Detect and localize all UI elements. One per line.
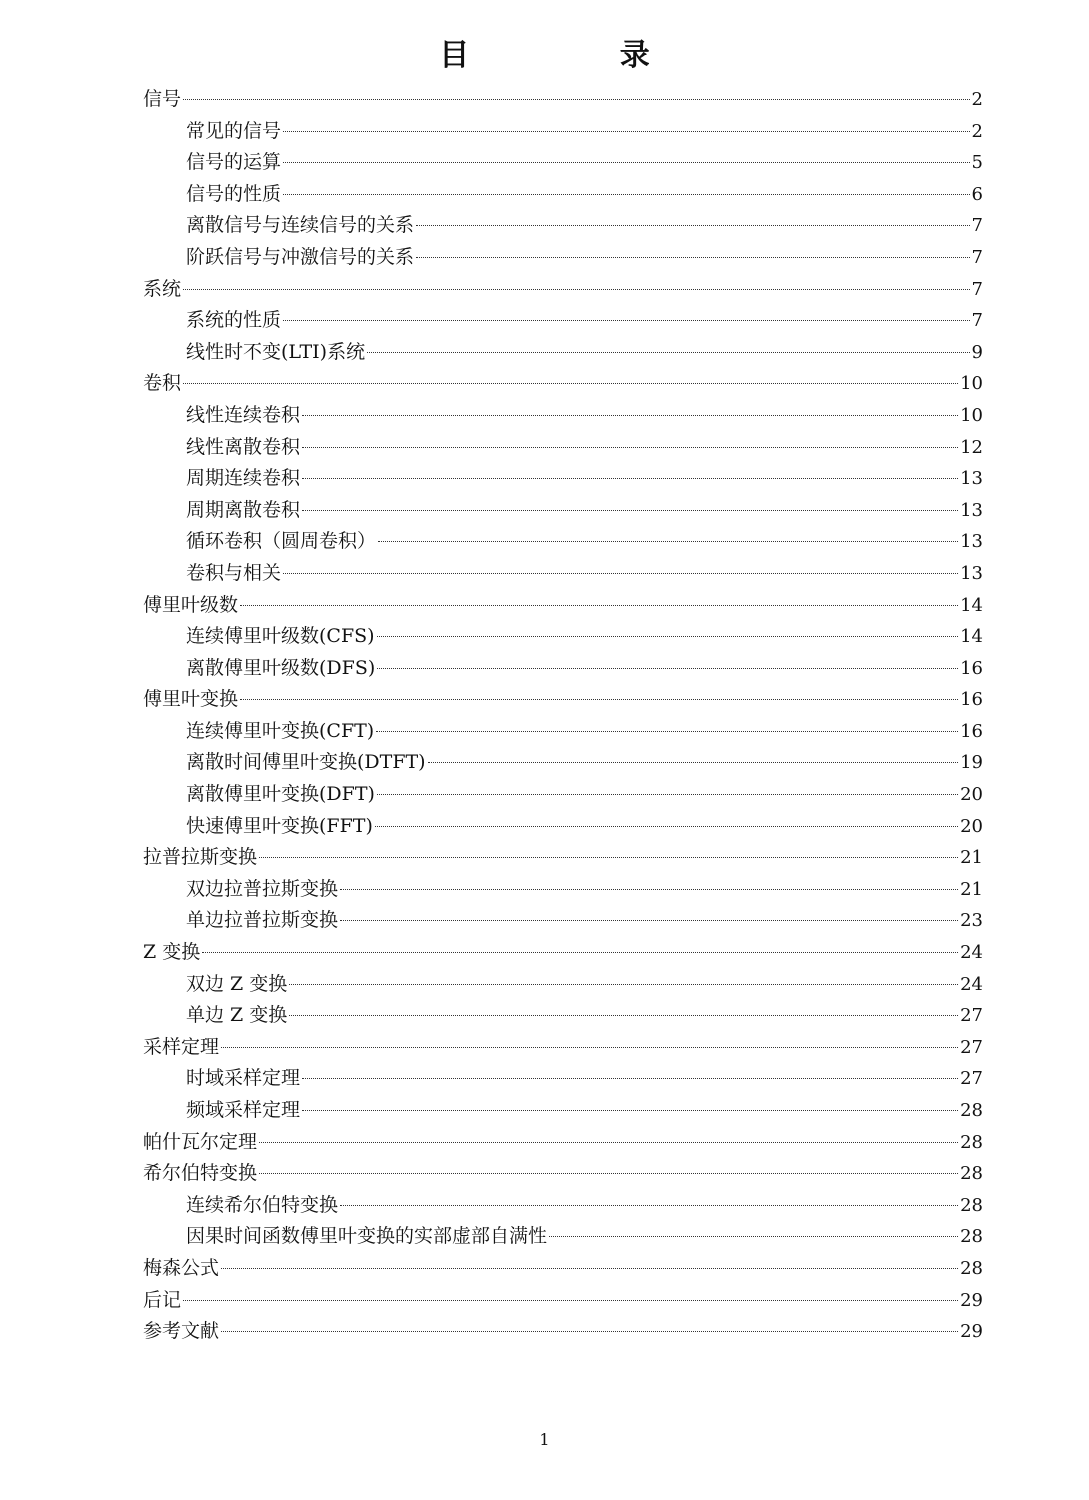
- toc-entry-page: 20: [960, 784, 983, 806]
- toc-entry[interactable]: [143, 526, 983, 558]
- toc-entry-page: 28: [960, 1194, 983, 1216]
- toc-entry-title: 因果时间函数傅里叶变换的实部虚部自满性: [186, 1225, 548, 1248]
- toc-entry-page: 28: [960, 1131, 983, 1153]
- toc-entry-title: 参考文献: [143, 1320, 220, 1343]
- page-number: 1: [539, 1430, 550, 1449]
- toc-entry[interactable]: [143, 116, 983, 148]
- toc-entry-title: Z 变换: [143, 941, 201, 964]
- dot-leader: [302, 415, 958, 416]
- toc-entry-title: 连续希尔伯特变换: [186, 1193, 339, 1216]
- toc-entry-page: 16: [960, 720, 983, 742]
- toc-entry-title: 后记: [143, 1288, 182, 1311]
- dot-leader: [302, 1110, 958, 1111]
- toc-entry[interactable]: [143, 1032, 983, 1064]
- dot-leader: [549, 1236, 958, 1237]
- dot-leader: [416, 225, 970, 226]
- toc-entry-title: 采样定理: [143, 1035, 220, 1058]
- toc-entry[interactable]: [143, 684, 983, 716]
- toc-entry-page: 7: [971, 215, 983, 237]
- toc-entry[interactable]: [143, 179, 983, 211]
- toc-entry-title: 循环卷积（圆周卷积）: [186, 530, 377, 553]
- toc-entry[interactable]: [143, 811, 983, 843]
- dot-leader: [259, 1142, 958, 1143]
- dot-leader: [416, 257, 970, 258]
- dot-leader: [183, 99, 970, 100]
- toc-entry-page: 28: [960, 1226, 983, 1248]
- toc-entry-title: 系统: [143, 277, 182, 300]
- toc-entry-page: 10: [960, 373, 983, 395]
- toc-entry-page: 2: [971, 89, 983, 110]
- toc-entry-title: 线性时不变(LTI)系统: [186, 340, 366, 363]
- toc-entry-page: 12: [960, 436, 983, 458]
- toc-entry-page: 13: [960, 562, 983, 584]
- dot-leader: [183, 289, 970, 290]
- toc-entry-title: 信号的性质: [186, 182, 282, 205]
- toc-entry-page: 21: [960, 847, 983, 869]
- dot-leader: [377, 668, 958, 669]
- toc-entry[interactable]: [143, 1158, 983, 1190]
- toc-entry-page: 19: [960, 752, 983, 774]
- toc-entry-title: 连续傅里叶级数(CFS): [186, 625, 375, 648]
- toc-entry-title: 离散傅里叶变换(DFT): [186, 783, 375, 806]
- toc-entry-page: 6: [971, 183, 983, 205]
- dot-leader: [283, 320, 970, 321]
- toc-entry-page: 16: [960, 657, 983, 679]
- dot-leader: [259, 1173, 958, 1174]
- toc-entry-page: 13: [960, 499, 983, 521]
- toc-entry[interactable]: [143, 716, 983, 748]
- toc-entry[interactable]: [143, 210, 983, 242]
- toc-entry-title: 周期离散卷积: [186, 498, 301, 521]
- dot-leader: [202, 952, 958, 953]
- toc-entry[interactable]: [143, 937, 983, 969]
- toc-entry-title: 线性连续卷积: [186, 403, 301, 426]
- toc-entry-page: 28: [960, 1257, 983, 1279]
- dot-leader: [283, 131, 970, 132]
- dot-leader: [340, 920, 958, 921]
- dot-leader: [377, 794, 958, 795]
- dot-leader: [302, 510, 958, 511]
- dot-leader: [289, 984, 958, 985]
- dot-leader: [428, 762, 959, 763]
- dot-leader: [283, 573, 958, 574]
- toc-entry[interactable]: [143, 558, 983, 590]
- toc-entry-title: 离散信号与连续信号的关系: [186, 214, 415, 237]
- toc-entry-page: 7: [971, 310, 983, 332]
- dot-leader: [221, 1268, 958, 1269]
- dot-leader: [221, 1331, 958, 1332]
- dot-leader: [378, 541, 958, 542]
- toc-entry-page: 14: [960, 594, 983, 616]
- toc-entry-page: 24: [960, 942, 983, 964]
- toc-entry[interactable]: [143, 1221, 983, 1253]
- toc-entry-page: 10: [960, 404, 983, 426]
- toc-entry[interactable]: [143, 368, 983, 400]
- toc-entry-title: 信号的运算: [186, 151, 282, 174]
- toc-entry[interactable]: [143, 1190, 983, 1222]
- dot-leader: [367, 352, 969, 353]
- toc-entry-page: 23: [960, 910, 983, 932]
- toc-entry-page: 29: [960, 1321, 983, 1343]
- table-of-contents: [143, 84, 983, 1348]
- toc-entry[interactable]: [143, 305, 983, 337]
- toc-entry-title: 拉普拉斯变换: [143, 846, 258, 869]
- dot-leader: [283, 194, 970, 195]
- toc-entry-title: 单边 Z 变换: [186, 1004, 288, 1027]
- dot-leader: [183, 383, 958, 384]
- toc-entry-title: 时域采样定理: [186, 1067, 301, 1090]
- toc-entry[interactable]: [143, 242, 983, 274]
- page-title: 目 录: [439, 38, 720, 73]
- toc-entry-page: 20: [960, 815, 983, 837]
- toc-entry-title: 梅森公式: [143, 1256, 220, 1279]
- toc-entry[interactable]: [143, 621, 983, 653]
- toc-entry-title: 快速傅里叶变换(FFT): [186, 814, 373, 837]
- toc-entry-title: 阶跃信号与冲激信号的关系: [186, 245, 415, 268]
- dot-leader: [377, 636, 959, 637]
- toc-entry[interactable]: [143, 590, 983, 622]
- toc-entry[interactable]: [143, 147, 983, 179]
- toc-entry[interactable]: [143, 1000, 983, 1032]
- toc-entry[interactable]: [143, 779, 983, 811]
- toc-entry-page: 5: [971, 152, 983, 174]
- toc-entry-page: 21: [960, 878, 983, 900]
- toc-entry-page: 28: [960, 1163, 983, 1185]
- dot-leader: [221, 1047, 958, 1048]
- toc-entry[interactable]: [143, 432, 983, 464]
- dot-leader: [302, 447, 958, 448]
- toc-entry-page: 13: [960, 531, 983, 553]
- toc-entry-page: 7: [971, 278, 983, 300]
- toc-entry-title: 常见的信号: [186, 119, 282, 142]
- dot-leader: [283, 162, 970, 163]
- toc-entry-page: 27: [960, 1036, 983, 1058]
- toc-entry[interactable]: [143, 874, 983, 906]
- toc-entry[interactable]: [143, 969, 983, 1001]
- toc-entry-page: 27: [960, 1068, 983, 1090]
- toc-entry-title: 离散傅里叶级数(DFS): [186, 656, 376, 679]
- toc-entry-title: 单边拉普拉斯变换: [186, 909, 339, 932]
- toc-entry-title: 傅里叶级数: [143, 593, 239, 616]
- dot-leader: [240, 699, 958, 700]
- toc-entry[interactable]: [143, 84, 983, 116]
- toc-entry[interactable]: [143, 1127, 983, 1159]
- toc-entry[interactable]: [143, 747, 983, 779]
- toc-entry[interactable]: [143, 842, 983, 874]
- dot-leader: [375, 826, 958, 827]
- dot-leader: [183, 1300, 958, 1301]
- dot-leader: [289, 1015, 958, 1016]
- toc-entry-page: 24: [960, 973, 983, 995]
- toc-entry[interactable]: [143, 400, 983, 432]
- toc-entry-page: 28: [960, 1100, 983, 1121]
- toc-entry-page: 27: [960, 1005, 983, 1027]
- toc-entry-title: 卷积: [143, 372, 182, 395]
- dot-leader: [302, 478, 958, 479]
- toc-entry-title: 频域采样定理: [186, 1099, 301, 1121]
- toc-entry-page: 9: [971, 341, 983, 363]
- dot-leader: [340, 889, 958, 890]
- dot-leader: [340, 1205, 958, 1206]
- toc-entry-title: 信号: [143, 88, 182, 110]
- dot-leader: [376, 731, 958, 732]
- toc-entry[interactable]: [143, 653, 983, 685]
- toc-entry-page: 13: [960, 468, 983, 490]
- toc-entry[interactable]: [143, 905, 983, 937]
- dot-leader: [240, 605, 958, 606]
- toc-entry-page: 29: [960, 1289, 983, 1311]
- toc-entry-page: 16: [960, 689, 983, 711]
- toc-entry[interactable]: [143, 1285, 983, 1317]
- dot-leader: [259, 857, 958, 858]
- toc-entry-title: 帕什瓦尔定理: [143, 1130, 258, 1153]
- toc-entry[interactable]: [143, 1253, 983, 1285]
- toc-entry-page: 2: [971, 120, 983, 142]
- toc-entry[interactable]: [143, 337, 983, 369]
- toc-entry-title: 双边拉普拉斯变换: [186, 877, 339, 900]
- toc-entry-title: 线性离散卷积: [186, 435, 301, 458]
- toc-entry-title: 系统的性质: [186, 309, 282, 332]
- toc-entry-title: 离散时间傅里叶变换(DTFT): [186, 751, 426, 774]
- toc-entry-page: 14: [960, 626, 983, 648]
- dot-leader: [302, 1078, 958, 1079]
- toc-entry-title: 卷积与相关: [186, 561, 282, 584]
- toc-entry[interactable]: [143, 495, 983, 527]
- toc-entry-title: 傅里叶变换: [143, 688, 239, 711]
- toc-entry-title: 连续傅里叶变换(CFT): [186, 719, 375, 742]
- toc-entry-title: 周期连续卷积: [186, 467, 301, 490]
- toc-entry[interactable]: [143, 463, 983, 495]
- toc-entry-title: 希尔伯特变换: [143, 1162, 258, 1185]
- toc-entry[interactable]: [143, 274, 983, 306]
- toc-entry[interactable]: [143, 1095, 983, 1127]
- toc-entry[interactable]: [143, 1063, 983, 1095]
- toc-entry-title: 双边 Z 变换: [186, 972, 288, 995]
- toc-entry-page: 7: [971, 246, 983, 268]
- toc-entry[interactable]: [143, 1316, 983, 1348]
